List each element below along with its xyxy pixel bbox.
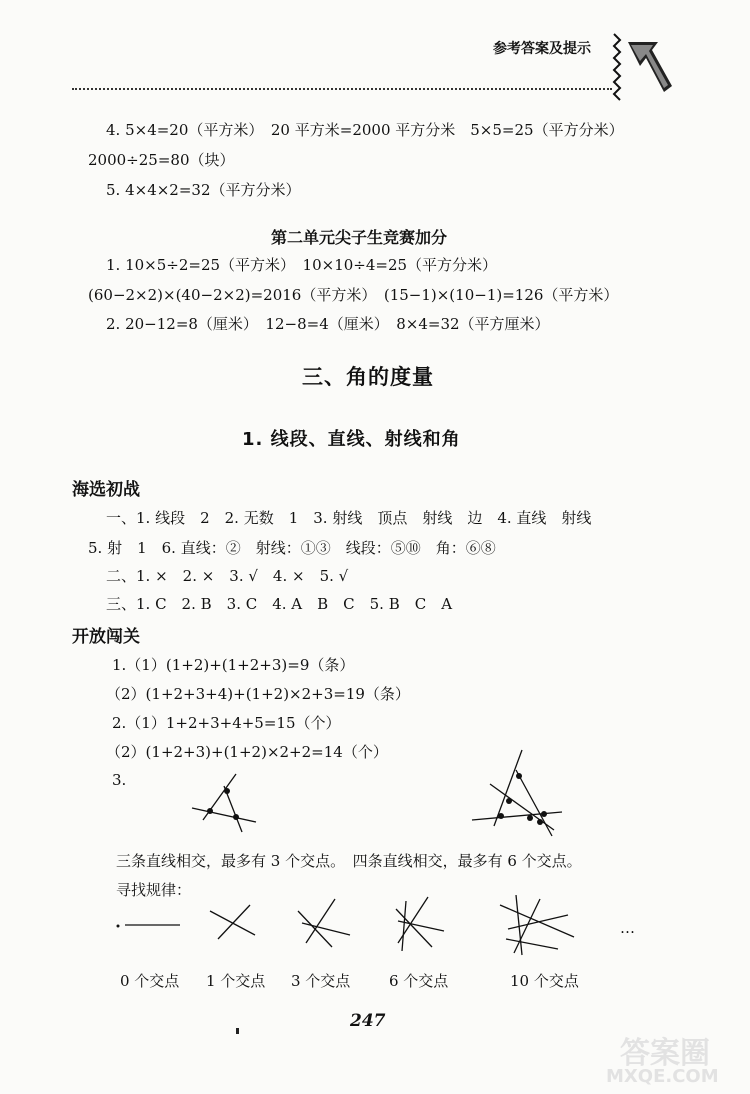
lesson-title: 1. 线段、直线、射线和角: [242, 429, 461, 450]
ten-intersection-lines: [500, 895, 574, 955]
pattern-caption: 0 个交点: [120, 972, 180, 990]
answer-line: 5. 4×4×2=32（平方分米）: [106, 181, 301, 199]
answer-line: 1.（1）(1+2)+(1+2+3)=9（条）: [112, 656, 355, 674]
answer-line: 2.（1）1+2+3+4+5=15（个）: [112, 714, 341, 732]
answer-line: 2. 20−12=8（厘米） 12−8=4（厘米） 8×4=32（平方厘米）: [106, 315, 550, 333]
answer-line: 5. 射 1 6. 直线：② 射线：①③ 线段：⑤⑩ 角：⑥⑧: [88, 539, 496, 557]
part-heading: 海选初战: [72, 480, 140, 500]
watermark-url: MXQE.COM: [606, 1066, 719, 1087]
three-lines-figure: [190, 770, 270, 840]
page-number: 247: [350, 1011, 386, 1031]
watermark-logo: 答案圈: [620, 1036, 710, 1071]
answer-line: （2）(1+2+3+4)+(1+2)×2+3=19（条）: [106, 685, 410, 703]
answer-line: (60−2×2)×(40−2×2)=2016（平方米） (15−1)×(10−1)=126（平方米）: [88, 286, 619, 304]
header-title: 参考答案及提示: [493, 41, 591, 57]
speck: [236, 1028, 239, 1034]
answer-line: 1. 10×5÷2=25（平方米） 10×10÷4=25（平方分米）: [106, 256, 498, 274]
answer-line: 4. 5×4=20（平方米） 20 平方米=2000 平方分米 5×5=25（平方分米）: [106, 121, 624, 139]
pattern-caption: 6 个交点: [389, 972, 449, 990]
answer-line: 一、1. 线段 2 2. 无数 1 3. 射线 顶点 射线 边 4. 直线 射线: [106, 509, 592, 527]
four-lines-figure: [468, 748, 568, 840]
one-intersection-lines: [210, 905, 255, 939]
pattern-caption: 10 个交点: [510, 972, 579, 990]
answer-line: 3.: [112, 771, 127, 789]
answer-line: （2）(1+2+3)+(1+2)×2+2=14（个）: [106, 743, 388, 761]
section-heading: 第二单元尖子生竞赛加分: [271, 228, 448, 247]
answer-line: 2000÷25=80（块）: [88, 151, 235, 169]
header-divider: [72, 88, 612, 90]
three-intersection-lines: [298, 899, 350, 947]
pattern-caption: 1 个交点: [206, 972, 266, 990]
answer-line: 三、1. C 2. B 3. C 4. A B C 5. B C A: [106, 595, 453, 613]
answer-line: 二、1. × 2. × 3. √ 4. × 5. √: [106, 567, 349, 585]
ellipsis-text: …: [620, 919, 635, 937]
rule-label: 寻找规律：: [116, 881, 192, 899]
pattern-caption: 3 个交点: [291, 972, 351, 990]
conclusion-text: 三条直线相交，最多有 3 个交点。 四条直线相交，最多有 6 个交点。: [116, 852, 582, 870]
arrow-icon: [606, 30, 676, 110]
chapter-title: 三、角的度量: [302, 365, 434, 389]
part-heading: 开放闯关: [72, 627, 140, 647]
pattern-figures: [110, 895, 650, 965]
six-intersection-lines: [396, 897, 444, 951]
